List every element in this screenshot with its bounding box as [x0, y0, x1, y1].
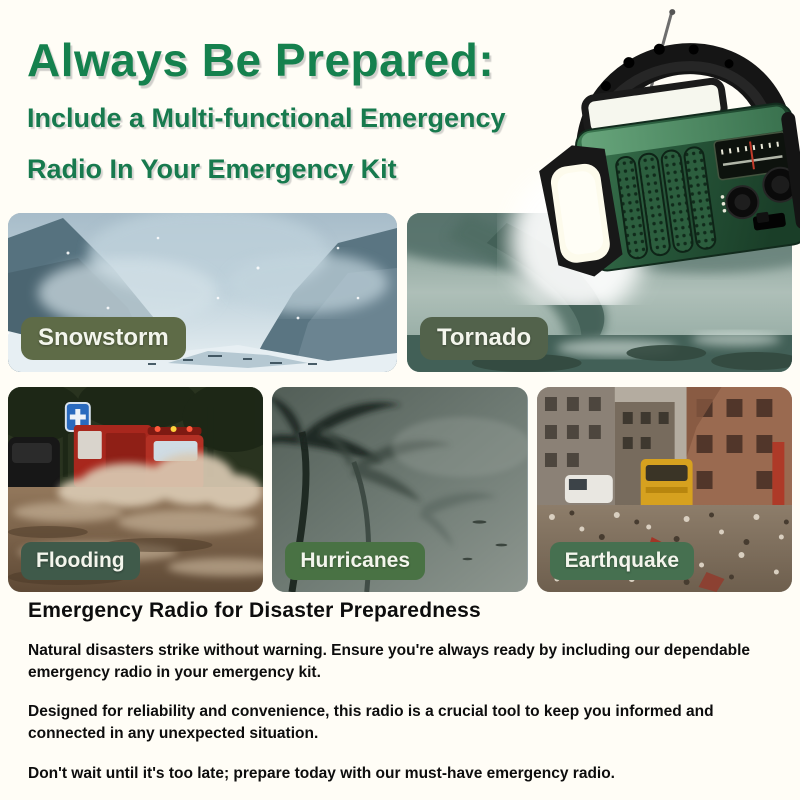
label-earthquake: Earthquake	[550, 542, 694, 580]
header	[27, 36, 547, 183]
subtitle-line-2: Radio In Your Emergency Kit	[27, 154, 397, 185]
label-flooding: Flooding	[21, 542, 140, 580]
white-van	[565, 475, 613, 503]
label-tornado: Tornado	[420, 317, 548, 360]
page-title: Always Be Prepared:	[27, 34, 495, 86]
subtitle-line-1: Include a Multi-functional Emergency	[27, 103, 506, 134]
label-hurricanes: Hurricanes	[285, 542, 425, 580]
label-snowstorm: Snowstorm	[21, 317, 186, 360]
product-image-radio	[497, 0, 800, 305]
panel-hurricanes	[272, 387, 527, 592]
description-paragraph-3: Don't wait until it's too late; prepare today with our must-have emergency radio.	[28, 764, 615, 782]
panel-flooding	[8, 387, 263, 592]
description-section	[28, 599, 773, 785]
panel-earthquake	[537, 387, 792, 592]
description-heading: Emergency Radio for Disaster Preparedness	[28, 599, 481, 622]
yellow-bus	[640, 459, 692, 511]
description-paragraph-2: Designed for reliability and convenience, this radio is a crucial tool to keep you informed and connected in any unexpected situation.	[28, 703, 714, 743]
grid-row-2	[8, 387, 792, 592]
description-paragraph-1: Natural disasters strike without warning. Ensure you're always ready by including our dependable emergency radio in your emergency kit.	[28, 642, 751, 682]
radio-illustration	[497, 0, 800, 305]
panel-snowstorm	[8, 213, 397, 372]
